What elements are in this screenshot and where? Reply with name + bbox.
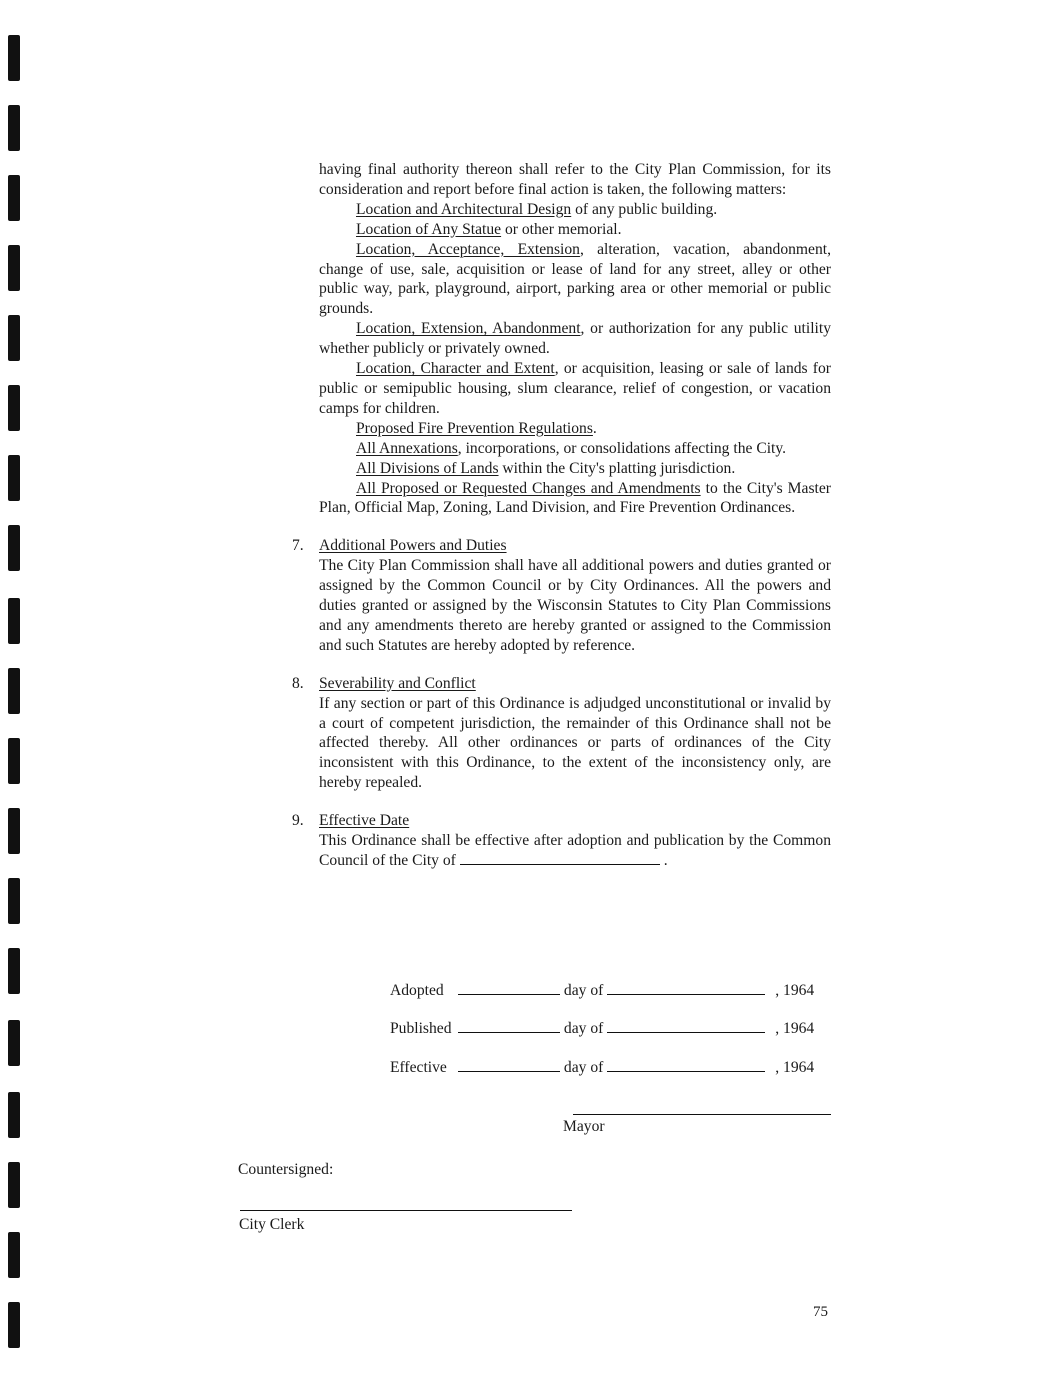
binder-mark [8, 245, 20, 291]
section-body: This Ordinance shall be effective after adoption and publication by the Common Council of the City of [319, 832, 831, 869]
binder-mark [8, 105, 20, 151]
section-title: Effective Date [319, 812, 410, 830]
month-blank[interactable] [607, 1020, 765, 1033]
section-8 [292, 674, 831, 793]
binder-mark [8, 1092, 20, 1138]
section-title: Severability and Conflict [319, 674, 476, 692]
binder-mark [8, 668, 20, 714]
month-blank[interactable] [607, 1059, 765, 1072]
section-7 [292, 536, 831, 655]
section-body: The City Plan Commission shall have all additional powers and duties granted or assigned by the Common Council or by City Ordinances. All the powers and duties granted or assigned by the Wisconsin Statutes to City Plan Commissions and any amendments thereto are hereby granted or assigned to the Commission and such Statutes are hereby adopted by reference. [319, 557, 831, 654]
binder-mark [8, 598, 20, 644]
section-9 [292, 811, 831, 871]
matter-item: Location of Any Statue or other memorial. [356, 220, 622, 238]
matter-item: Location and Architectural Design of any public building. [356, 200, 718, 218]
mayor-signature-line[interactable] [573, 1114, 831, 1115]
section-title: Additional Powers and Duties [319, 537, 507, 555]
binder-mark [8, 948, 20, 994]
date-row-effective: Effective day of , 1964 [390, 1059, 815, 1076]
date-row-adopted: Adopted day of , 1964 [390, 982, 815, 999]
day-blank[interactable] [458, 1020, 560, 1033]
binder-mark [8, 878, 20, 924]
day-blank[interactable] [458, 1059, 560, 1072]
binder-mark [8, 1232, 20, 1278]
section-number: 8. [292, 674, 304, 692]
binder-mark [8, 1020, 20, 1066]
section-number: 9. [292, 812, 304, 830]
matter-item: Proposed Fire Prevention Regulations. [356, 419, 597, 437]
binder-mark [8, 385, 20, 431]
matter-item: Location, Character and Extent, or acquisition, leasing or sale of lands for public or semipublic housing, slum clearance, relief of congestion, or vacation camps for children. [319, 360, 831, 417]
matter-item: All Divisions of Lands within the City's platting jurisdiction. [356, 459, 736, 477]
intro-lead: having final authority thereon shall refer to the City Plan Commission, for its consideration and report before final action is taken, the following matters: [319, 161, 831, 198]
binder-mark [8, 35, 20, 81]
countersigned-label: Countersigned: [238, 1161, 334, 1178]
binder-mark [8, 1162, 20, 1208]
month-blank[interactable] [607, 982, 765, 995]
binder-mark [8, 738, 20, 784]
page-number: 75 [813, 1304, 828, 1320]
date-row-label: Adopted [390, 982, 444, 999]
clerk-label: City Clerk [239, 1216, 305, 1233]
date-row-published: Published day of , 1964 [390, 1020, 815, 1037]
date-row-label: Published [390, 1020, 452, 1037]
section-number: 7. [292, 537, 304, 555]
binder-mark [8, 315, 20, 361]
day-blank[interactable] [458, 982, 560, 995]
matter-item: All Annexations, incorporations, or consolidations affecting the City. [356, 439, 787, 457]
date-row-label: Effective [390, 1059, 447, 1076]
binder-mark [8, 525, 20, 571]
mayor-label: Mayor [563, 1118, 605, 1135]
section-body: If any section or part of this Ordinance is adjudged unconstitutional or invalid by a court of competent jurisdiction, the remainder of this Ordinance shall not be affected thereby. All other ordinances or parts of ordinances of the City inconsistent with this Ordinance, to the extent of the inconsistency only, are hereby repealed. [319, 694, 831, 792]
closing-period: . [663, 852, 668, 869]
matter-item: Location, Acceptance, Extension, alteration, vacation, abandonment, change of use, sale, acquisition or lease of land for any street, alley or other public way, park, playground, airport, parking area or other memorial or public grounds. [319, 240, 831, 318]
binder-marks [8, 0, 22, 1380]
matter-item: Location, Extension, Abandonment, or authorization for any public utility whether publicly or privately owned. [319, 320, 831, 358]
ordinance-body [292, 160, 831, 871]
binder-mark [8, 175, 20, 221]
city-name-blank[interactable] [460, 852, 660, 865]
binder-mark [8, 1302, 20, 1348]
binder-mark [8, 455, 20, 501]
binder-mark [8, 808, 20, 854]
clerk-signature-line[interactable] [240, 1210, 572, 1211]
matter-item: All Proposed or Requested Changes and Amendments to the City's Master Plan, Official Map, Zoning, Land Division, and Fire Prevention Ordinances. [319, 479, 831, 517]
